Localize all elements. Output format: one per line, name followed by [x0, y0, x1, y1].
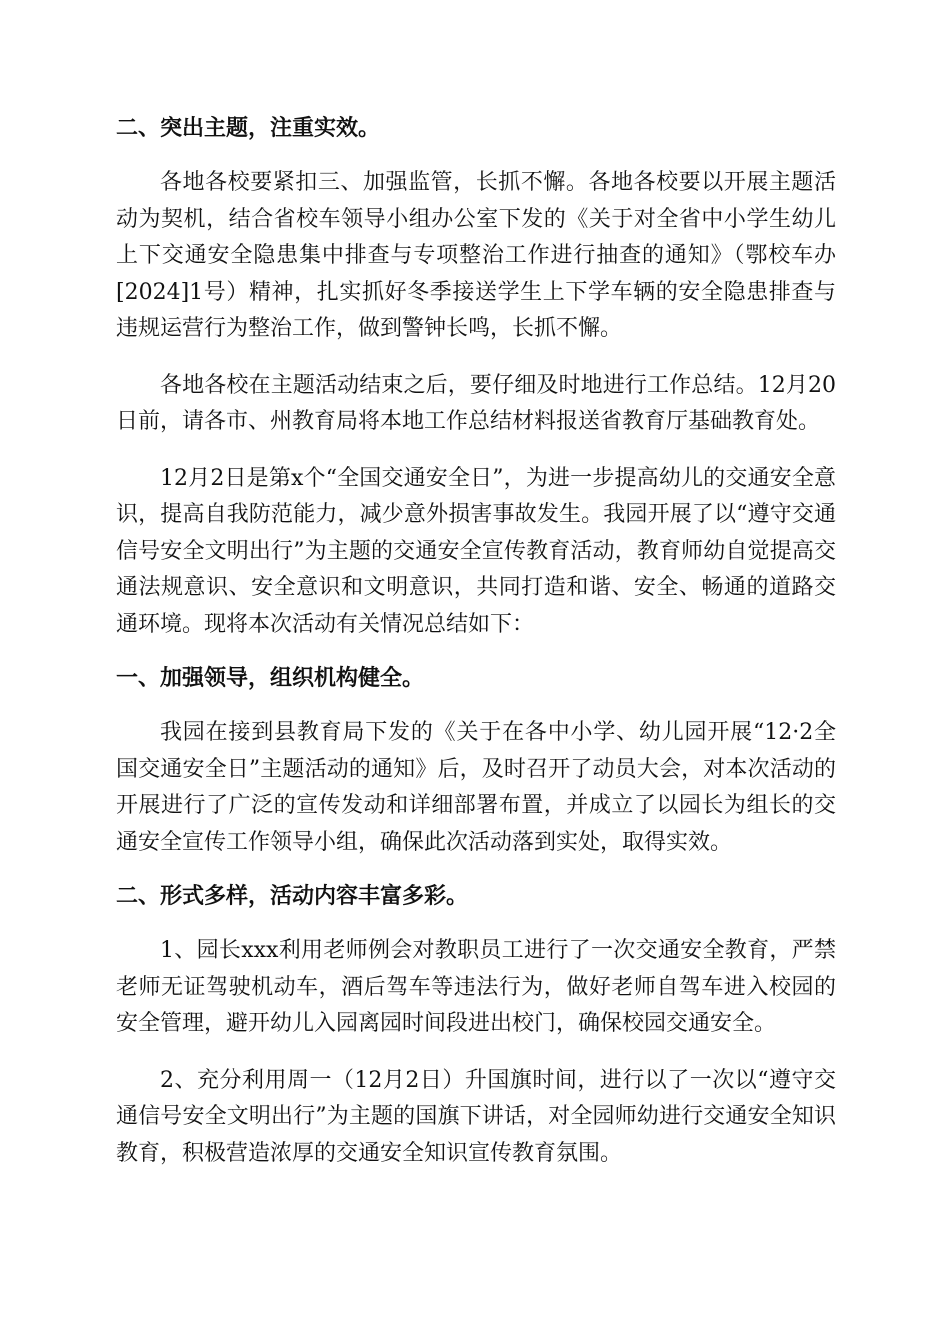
body-paragraph: 1、园长xxx利用老师例会对教职员工进行了一次交通安全教育，严禁老师无证驾驶机动车，酒后驾车等违法行为，做好老师自驾车进入校园的安全管理，避开幼儿入园离园时间段进出校门，确保校园交通安全。 — [116, 938, 836, 1036]
body-paragraph: 各地各校在主题活动结束之后，要仔细及时地进行工作总结。12月20日前，请各市、州教育局将本地工作总结材料报送省教育厅基础教育处。 — [116, 372, 836, 434]
section-heading: 二、突出主题，注重实效。 — [116, 116, 381, 141]
body-paragraph: 我园在接到县教育局下发的《关于在各中小学、幼儿园开展“12·2全国交通安全日”主题活动的通知》后，及时召开了动员大会，对本次活动的开展进行了广泛的宣传发动和详细部署布置，并成立了以园长为组长的交通安全宣传工作领导小组，确保此次活动落到实处，取得实效。 — [116, 720, 836, 855]
body-paragraph: 各地各校要紧扣三、加强监管，长抓不懈。各地各校要以开展主题活动为契机，结合省校车领导小组办公室下发的《关于对全省中小学生幼儿上下交通安全隐患集中排查与专项整治工作进行抽查的通知》（鄂校车办[2024]1号）精神，扎实抓好冬季接送学生上下学车辆的安全隐患排查与违规运营行为整治工作，做到警钟长鸣，长抓不懈。 — [116, 170, 836, 341]
section-heading: 一、加强领导，组织机构健全。 — [116, 666, 425, 691]
body-paragraph: 2、充分利用周一（12月2日）升国旗时间，进行以了一次以“遵守交通信号安全文明出行”为主题的国旗下讲话，对全园师幼进行交通安全知识教育，积极营造浓厚的交通安全知识宣传教育氛围。 — [116, 1067, 836, 1166]
section-heading: 二、形式多样，活动内容丰富多彩。 — [116, 884, 469, 909]
document-page — [116, 111, 836, 1172]
body-paragraph: 12月2日是第x个“全国交通安全日”，为进一步提高幼儿的交通安全意识，提高自我防范能力，减少意外损害事故发生。我园开展了以“遵守交通信号安全文明出行”为主题的交通安全宣传教育活动，教育师幼自觉提高交通法规意识、安全意识和文明意识，共同打造和谐、安全、畅通的道路交通环境。现将本次活动有关情况总结如下： — [116, 465, 836, 637]
